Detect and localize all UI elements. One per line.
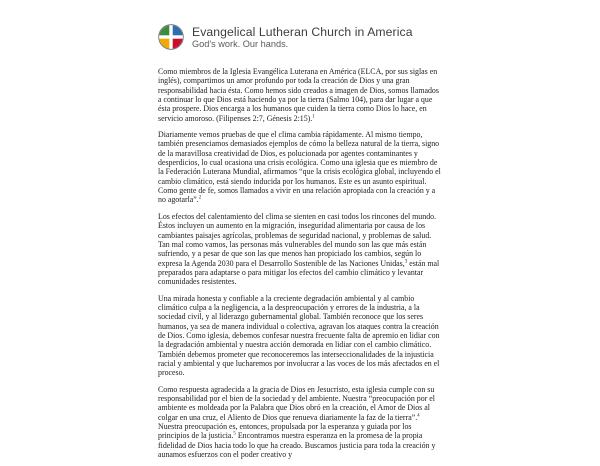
paragraph-5: Como respuesta agradecida a la gracia de Dios en Jesucristo, esta iglesia cumple con su responsabilidad por el bien de la sociedad y del ambiente. Nuestra “preocupación por el ambiente es moldeada por la Palabra que Dios obró en la creación, el Amor de Dios al colgar en una cruz, el Aliento de Dios que renueva diariamente la faz de la tierra”.$^4$ Nuestra preocupación es, entonces, propulsada por la esperanza y guiada por los principios de la justicia.$^5$ Encontramos nuestra esperanza en la promesa de la propia fidelidad de Dios hacia todo lo que ha creado. Buscamos justicia para toda la creación y aunamos esfuerzos con el poder creativo y [158,384,436,460]
letterhead [158,23,413,51]
paragraph-4: Una mirada honesta y confiable a la creciente degradación ambiental y al cambio climático culpa a la negligencia, a la despreocupación y errores de la industria, a la sociedad civil, y al liderazgo gubernamental global. También reconoce que los seres humanos, ya sea de manera individual o colectiva, agravan los ataques contra la creación de Dios. Como iglesia, debemos confesar nuestra frecuente falta de apremio en lidiar con la degradación ambiental y nuestra acción demorada en lidiar con el cambio climático. También debemos prometer que reconoceremos las interseccionalidades de la injusticia racial y ambiental y que lucharemos por involucrar a las voces de los más afectados en el proceso. [158,293,440,378]
elca-cross-globe-icon [158,24,184,50]
paragraph-1: Como miembros de la Iglesia Evangélica Luterana en América (ELCA, por sus siglas en inglés), compartimos un amor profundo por toda la creación de Dios y una gran responsabilidad hacia ésta. Como hemos sido creados a imagen de Dios, somos llamados a continuar lo que Dios está haciendo ya por la tierra (Salmo 104), para dar lugar a que ésta prospere. Dios encarga a los humanos que cuiden la tierra como Dios lo hace, en servicio amoroso. (Filipenses 2:7, Génesis 2:15).$^1$ [158,67,439,123]
footnote-ref[interactable]: 4 [417,413,420,419]
organization-tagline: God's work. Our hands. [192,38,289,49]
footnote-ref[interactable]: 3 [404,258,408,264]
footnote-ref[interactable]: 1 [312,114,315,120]
paragraph-3: Los efectos del calentamiento del clima se sienten en casi todos los rincones del mundo. Éstos incluyen un aumento en la migración, inseguridad alimentaria por causa de los cambiantes paisajes agrícolas, problemas de seguridad nacional, y problemas de salud. Tan mal como vamos, las personas más vulnerables del mundo son las que más están sufriendo, y a pesar de que son las que menos han propiciado los cambios, según lo expresa la Agenda 2030 para el Desarrollo Sostenible de las Naciones Unidas,$^3$ están mal preparados para adaptarse o para mitigar los efectos del cambio climático y levantar comunidades resistentes. [158,211,440,287]
organization-name: Evangelical Lutheran Church in America [192,24,413,39]
document-body [158,67,442,466]
paragraph-2: Diariamente vemos pruebas de que el clima cambia rápidamente. Al mismo tiempo, también presenciamos demasiados ejemplos de cómo la belleza natural de la tierra, signo de la maravillosa creatividad de Dios, es polucionada por agentes contaminantes y desperdicios, lo cual ocasiona una crisis ecológica. Como una iglesia que es miembro de la Federación Luterana Mundial, afirmamos “que la crisis ecológica global, incluyendo el cambio climático, está siendo inducida por los humanos. Este es un asunto espiritual. Como gente de fe, somos llamados a vivir en una relación apropiada con la creación y a no agotarla”.$^2$ [158,130,441,205]
footnote-ref[interactable]: 5 [233,431,236,437]
brand-block [192,25,413,50]
footnote-ref[interactable]: 2 [198,195,202,201]
